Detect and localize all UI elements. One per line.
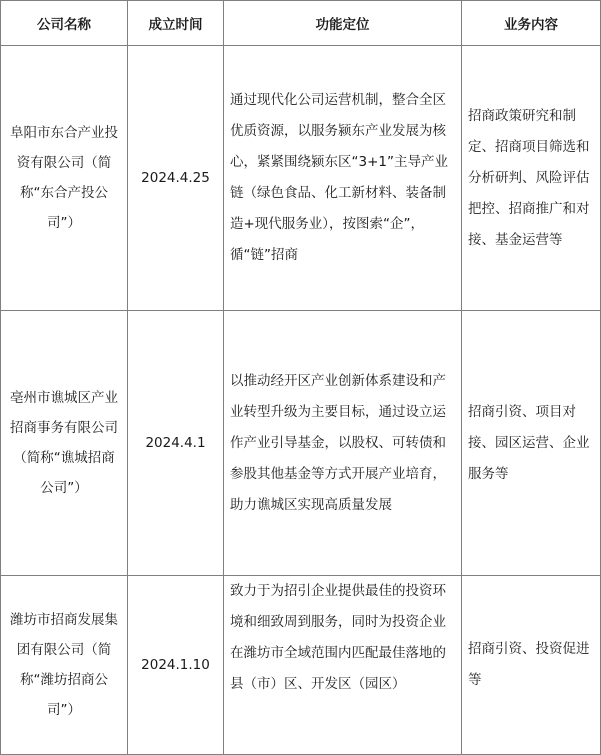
company-name: 阜阳市东合产业投资有限公司（简称“东合产投公司”） <box>10 125 118 231</box>
business-cell <box>462 311 601 576</box>
table-row <box>1 311 601 576</box>
header-company-name: 公司名称 <box>1 1 128 46</box>
function-cell <box>224 576 462 755</box>
header-founding-date: 成立时间 <box>128 1 224 46</box>
table-row <box>1 46 601 311</box>
founding-date: 2024.4.1 <box>145 435 206 451</box>
business-text: 招商引资、项目对接、园区运营、企业服务等 <box>468 403 590 482</box>
function-cell <box>224 311 462 576</box>
company-name: 潍坊市招商发展集团有限公司（简称“潍坊招商公司”） <box>10 612 118 718</box>
header-business: 业务内容 <box>462 1 601 46</box>
table-row <box>1 576 601 755</box>
company-name-cell <box>1 311 128 576</box>
function-text: 以推动经开区产业创新体系建设和产业转型升级为主要目标，通过设立运作产业引导基金，以股权、可转债和参股其他基金等方式开展产业培育，助力谯城区实现高质量发展 <box>230 372 446 513</box>
function-text: 致力于为招引企业提供最佳的投资环境和细致周到服务，同时为投资企业在潍坊市全域范围内匹配最佳落地的县（市）区、开发区（园区） <box>230 583 446 692</box>
header-function: 功能定位 <box>224 1 462 46</box>
founding-date: 2024.1.10 <box>141 657 210 673</box>
company-name-cell <box>1 46 128 311</box>
founding-date: 2024.4.25 <box>141 170 210 186</box>
company-name: 亳州市谯城区产业招商事务有限公司（简称“谯城招商公司”） <box>10 390 118 496</box>
business-text: 招商政策研究和制定、招商项目筛选和分析研判、风险评估把控、招商推广和对接、基金运营等 <box>468 107 590 248</box>
founding-date-cell <box>128 576 224 755</box>
business-text: 招商引资、投资促进等 <box>468 641 590 688</box>
business-cell <box>462 576 601 755</box>
function-text: 通过现代化公司运营机制，整合全区优质资源，以服务颍东产业发展为核心，紧紧围绕颍东区“3+1”主导产业链（绿色食品、化工新材料、装备制造+现代服务业），按图索“企”，循“链”招商 <box>230 92 448 263</box>
header-row <box>1 1 601 46</box>
function-cell <box>224 46 462 311</box>
company-name-cell <box>1 576 128 755</box>
founding-date-cell <box>128 311 224 576</box>
founding-date-cell <box>128 46 224 311</box>
business-cell <box>462 46 601 311</box>
